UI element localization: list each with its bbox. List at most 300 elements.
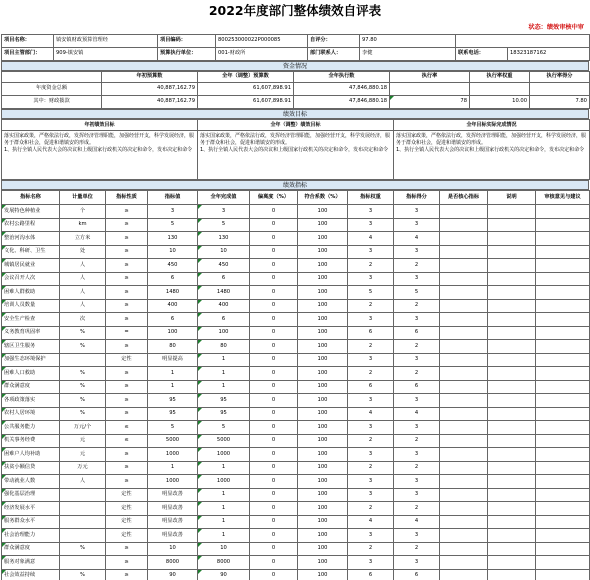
indicator-cell[interactable] — [440, 353, 488, 367]
indicator-cell: 服务对象满意 — [2, 556, 60, 570]
indicator-cell[interactable] — [488, 542, 536, 556]
indicator-cell: 定性 — [106, 488, 148, 502]
indicator-cell[interactable] — [488, 529, 536, 543]
indicator-cell: ≥ — [106, 313, 148, 327]
budget-table — [1, 71, 590, 109]
indicator-cell[interactable] — [536, 259, 590, 273]
indicator-cell[interactable] — [536, 380, 590, 394]
indicator-cell: 100 — [298, 245, 348, 259]
indicator-cell: 辖区卫生服务 — [2, 340, 60, 354]
indicator-cell: 2 — [394, 299, 440, 313]
indicator-cell[interactable] — [440, 313, 488, 327]
budget-cell[interactable]: 61,607,898.91 — [198, 96, 294, 109]
indicator-cell: 3 — [394, 556, 440, 570]
indicator-cell: 10 — [148, 542, 198, 556]
indicator-cell[interactable] — [440, 299, 488, 313]
indicator-row — [2, 448, 590, 462]
indicator-cell: 人 — [60, 286, 106, 300]
indicator-cell: 100 — [298, 353, 348, 367]
indicator-cell[interactable] — [488, 205, 536, 219]
budget-cell[interactable]: 47,846,880.18 — [294, 83, 390, 96]
indicator-cell[interactable] — [440, 502, 488, 516]
budget-header-cell: 年初预算数 — [102, 72, 198, 83]
indicator-cell[interactable]: 10 — [198, 542, 250, 556]
indicator-cell[interactable]: 1 — [198, 529, 250, 543]
indicator-cell: 1480 — [148, 286, 198, 300]
indicator-cell: 5000 — [148, 434, 198, 448]
indicator-cell: ≥ — [106, 299, 148, 313]
indicator-cell[interactable]: 5000 — [198, 434, 250, 448]
indicator-cell[interactable] — [488, 569, 536, 580]
indicator-cell[interactable] — [536, 515, 590, 529]
indicator-cell: 0 — [250, 475, 298, 489]
indicator-header-cell: 计量单位 — [60, 191, 106, 205]
project-code-value[interactable]: 800253000022P000085 — [216, 35, 308, 48]
indicator-cell[interactable] — [536, 448, 590, 462]
indicator-cell[interactable] — [488, 448, 536, 462]
indicator-cell[interactable] — [488, 380, 536, 394]
indicator-cell[interactable]: 400 — [198, 299, 250, 313]
indicator-cell: 2 — [348, 340, 394, 354]
indicator-cell: 机关事务经费 — [2, 434, 60, 448]
phone-label: 联系电话： — [456, 48, 508, 61]
indicator-cell[interactable] — [536, 286, 590, 300]
indicator-cell[interactable]: 5 — [198, 421, 250, 435]
indicator-cell: ≥ — [106, 218, 148, 232]
indicator-cell[interactable]: 1000 — [198, 475, 250, 489]
indicator-row — [2, 326, 590, 340]
indicator-cell: 2 — [348, 434, 394, 448]
indicator-cell[interactable] — [440, 218, 488, 232]
status-label: 状态：绩效审核中审 — [528, 24, 584, 31]
indicator-cell: 100 — [298, 286, 348, 300]
indicator-row — [2, 502, 590, 516]
budget-cell[interactable]: 61,607,898.91 — [198, 83, 294, 96]
indicator-cell[interactable] — [536, 245, 590, 259]
budget-row — [2, 83, 590, 96]
indicator-cell: 100 — [298, 502, 348, 516]
budget-cell[interactable] — [530, 83, 590, 96]
indicator-cell: 0 — [250, 340, 298, 354]
budget-body — [2, 83, 590, 109]
indicator-cell[interactable]: 8000 — [198, 556, 250, 570]
indicator-cell[interactable] — [488, 272, 536, 286]
indicator-cell[interactable] — [536, 394, 590, 408]
indicator-cell: 服务群众水平 — [2, 515, 60, 529]
indicator-cell[interactable] — [488, 326, 536, 340]
indicator-cell[interactable] — [536, 475, 590, 489]
indicator-cell: 发展特色种植业 — [2, 205, 60, 219]
indicator-cell: 城镇居民就业 — [2, 259, 60, 273]
indicator-cell: 0 — [250, 407, 298, 421]
indicator-cell[interactable]: 6 — [198, 313, 250, 327]
indicator-cell: 困难人口救助 — [2, 367, 60, 381]
indicator-cell: 100 — [298, 542, 348, 556]
indicator-cell[interactable] — [440, 421, 488, 435]
indicator-cell: 6 — [148, 272, 198, 286]
budget-cell[interactable]: 10.00 — [470, 96, 530, 109]
indicator-cell: 100 — [298, 475, 348, 489]
indicator-cell[interactable] — [440, 367, 488, 381]
indicator-cell: 100 — [298, 340, 348, 354]
indicator-cell: ≥ — [106, 556, 148, 570]
indicator-cell: 0 — [250, 299, 298, 313]
indicator-row — [2, 488, 590, 502]
indicator-cell[interactable] — [488, 434, 536, 448]
indicator-cell[interactable] — [440, 232, 488, 246]
indicator-cell[interactable] — [488, 286, 536, 300]
indicator-cell[interactable]: 95 — [198, 407, 250, 421]
indicator-cell[interactable] — [536, 232, 590, 246]
indicator-cell[interactable] — [440, 245, 488, 259]
indicator-row — [2, 286, 590, 300]
indicator-cell[interactable] — [488, 259, 536, 273]
indicator-cell[interactable] — [440, 529, 488, 543]
indicator-cell: 3 — [348, 448, 394, 462]
indicator-cell: 0 — [250, 529, 298, 543]
budget-cell[interactable] — [470, 83, 530, 96]
indicator-cell: 0 — [250, 502, 298, 516]
indicator-cell[interactable] — [440, 326, 488, 340]
goal-text-adjusted-p2: 1、执行全镇人民代表大会的决议和上级国家行政机关的决定和命令，发布决定和命令 — [200, 146, 389, 153]
indicator-cell[interactable] — [440, 542, 488, 556]
indicator-cell: 3 — [394, 529, 440, 543]
indicator-cell: 6 — [394, 326, 440, 340]
self-score-value[interactable]: 97.80 — [360, 35, 456, 48]
indicator-cell[interactable] — [488, 475, 536, 489]
indicator-cell[interactable]: 1 — [198, 502, 250, 516]
indicator-cell: 3 — [394, 421, 440, 435]
indicator-cell[interactable] — [440, 259, 488, 273]
indicator-cell[interactable] — [488, 488, 536, 502]
indicator-header-cell: 指标得分 — [394, 191, 440, 205]
indicator-cell[interactable] — [488, 407, 536, 421]
indicator-row — [2, 299, 590, 313]
indicator-cell: 明显提高 — [148, 353, 198, 367]
indicator-cell: ≥ — [106, 272, 148, 286]
indicator-cell: 农村人居环境 — [2, 407, 60, 421]
indicator-cell[interactable]: 1000 — [198, 448, 250, 462]
indicator-cell: 万元/个 — [60, 421, 106, 435]
indicator-cell[interactable] — [440, 461, 488, 475]
indicator-cell: 6 — [348, 569, 394, 580]
indicator-cell[interactable] — [536, 353, 590, 367]
budget-cell[interactable]: 40,887,162.79 — [102, 96, 198, 109]
indicator-cell: 立方米 — [60, 232, 106, 246]
indicator-cell: ≥ — [106, 542, 148, 556]
indicator-cell: 3 — [348, 421, 394, 435]
indicator-cell: 100 — [298, 218, 348, 232]
indicator-cell[interactable] — [488, 421, 536, 435]
indicator-cell: 100 — [298, 299, 348, 313]
indicator-cell: 2 — [348, 259, 394, 273]
indicator-cell[interactable] — [488, 461, 536, 475]
indicator-cell: 0 — [250, 380, 298, 394]
goal-text-actual[interactable] — [394, 131, 590, 180]
indicator-row — [2, 340, 590, 354]
section-indicators: 绩效指标 — [1, 180, 589, 190]
indicator-cell: 元 — [60, 448, 106, 462]
indicator-row — [2, 529, 590, 543]
indicator-cell[interactable] — [536, 299, 590, 313]
indicator-cell: 3 — [348, 205, 394, 219]
section-funds: 资金情况 — [1, 61, 589, 71]
indicator-cell[interactable] — [488, 353, 536, 367]
indicator-cell[interactable] — [536, 488, 590, 502]
indicator-cell[interactable] — [440, 556, 488, 570]
indicator-cell[interactable]: 1 — [198, 461, 250, 475]
goal-text-initial[interactable] — [2, 131, 198, 180]
indicator-cell: 3 — [348, 245, 394, 259]
indicator-cell: 2 — [394, 367, 440, 381]
indicator-cell: 2 — [394, 502, 440, 516]
indicator-cell[interactable] — [440, 569, 488, 580]
goal-text-adjusted[interactable] — [198, 131, 394, 180]
indicator-cell[interactable] — [488, 367, 536, 381]
project-name-value[interactable]: 镇安镇财政预算管理经 — [54, 35, 158, 48]
indicator-cell[interactable] — [536, 461, 590, 475]
indicator-header-cell: 全年完成值 — [198, 191, 250, 205]
indicator-cell[interactable] — [536, 340, 590, 354]
goals-table — [1, 119, 590, 180]
budget-cell[interactable]: 47,846,880.18 — [294, 96, 390, 109]
indicator-cell: 万元 — [60, 461, 106, 475]
indicator-cell[interactable] — [440, 407, 488, 421]
indicator-cell[interactable] — [488, 556, 536, 570]
indicator-cell[interactable] — [440, 286, 488, 300]
budget-cell[interactable]: 7.80 — [530, 96, 590, 109]
indicator-cell[interactable]: 80 — [198, 340, 250, 354]
indicator-cell[interactable] — [536, 407, 590, 421]
indicator-cell[interactable] — [440, 380, 488, 394]
indicator-cell[interactable] — [536, 313, 590, 327]
indicator-header-cell: 符合系数（%） — [298, 191, 348, 205]
indicator-header-cell: 审核意见与建议 — [536, 191, 590, 205]
project-name-label: 项目名称： — [2, 35, 54, 48]
indicator-cell[interactable] — [536, 205, 590, 219]
indicator-cell: 3 — [394, 272, 440, 286]
indicator-cell: 6 — [348, 380, 394, 394]
indicator-cell: 群众满意度 — [2, 542, 60, 556]
indicator-cell: 1 — [148, 461, 198, 475]
indicator-cell: 培训人员数量 — [2, 299, 60, 313]
indicator-cell: % — [60, 326, 106, 340]
indicator-cell[interactable] — [488, 515, 536, 529]
goal-text-adjusted-p1: 落实国家政策，严格依法行政，发挥经济管理职能，加强经营开支，科学发展经济，服务于群众和社会，促进和谐镇安的形成。 — [200, 133, 391, 146]
indicator-cell: 100 — [298, 515, 348, 529]
indicator-cell[interactable]: 90 — [198, 569, 250, 580]
indicator-cell: 0 — [250, 394, 298, 408]
indicator-cell: ≥ — [106, 380, 148, 394]
indicator-cell: 100 — [298, 326, 348, 340]
indicator-cell[interactable]: 1 — [198, 488, 250, 502]
indicator-cell: 3 — [348, 218, 394, 232]
indicator-cell[interactable] — [536, 569, 590, 580]
indicator-cell: 6 — [394, 569, 440, 580]
indicator-cell: 90 — [148, 569, 198, 580]
indicator-cell: 2 — [348, 542, 394, 556]
budget-header-cell: 全年（调整）预算数 — [198, 72, 294, 83]
indicator-cell[interactable] — [440, 394, 488, 408]
indicator-cell: 整治河沟水体 — [2, 232, 60, 246]
indicator-cell: 3 — [394, 218, 440, 232]
indicator-cell[interactable] — [488, 299, 536, 313]
indicator-cell[interactable] — [536, 421, 590, 435]
indicator-cell: 1000 — [148, 448, 198, 462]
indicator-cell: 3 — [348, 353, 394, 367]
indicator-cell[interactable]: 1 — [198, 353, 250, 367]
indicator-cell[interactable] — [440, 340, 488, 354]
project-info-table — [1, 34, 590, 61]
page-title: 2022年度部门整体绩效自评表 — [208, 3, 382, 18]
indicator-cell[interactable] — [536, 367, 590, 381]
indicator-cell[interactable] — [440, 475, 488, 489]
indicator-cell[interactable] — [440, 448, 488, 462]
indicator-cell: 0 — [250, 421, 298, 435]
indicator-cell[interactable] — [536, 272, 590, 286]
indicator-cell: 0 — [250, 245, 298, 259]
indicator-cell[interactable]: 100 — [198, 326, 250, 340]
indicator-cell[interactable]: 130 — [198, 232, 250, 246]
dept-value[interactable]: 909-镇安镇 — [54, 48, 158, 61]
indicator-header-cell: 指标性质 — [106, 191, 148, 205]
indicator-cell[interactable] — [488, 340, 536, 354]
indicator-cell[interactable] — [440, 434, 488, 448]
indicator-cell: 群众满意度 — [2, 380, 60, 394]
leader-label: 部门联系人： — [308, 48, 360, 61]
indicator-cell[interactable]: 450 — [198, 259, 250, 273]
info-row-1 — [2, 35, 590, 48]
indicator-cell: 6 — [394, 380, 440, 394]
indicator-cell[interactable] — [488, 313, 536, 327]
indicator-cell: 2 — [348, 461, 394, 475]
indicator-cell: 100 — [298, 313, 348, 327]
indicator-cell[interactable]: 95 — [198, 394, 250, 408]
indicator-cell[interactable]: 5 — [198, 218, 250, 232]
indicator-cell: 6 — [148, 313, 198, 327]
budget-header-cell: 全年执行数 — [294, 72, 390, 83]
indicator-cell: 0 — [250, 542, 298, 556]
budget-cell[interactable]: 40,887,162.79 — [102, 83, 198, 96]
indicator-cell: 3 — [394, 488, 440, 502]
indicator-cell[interactable] — [536, 326, 590, 340]
indicator-cell[interactable] — [536, 529, 590, 543]
indicator-cell[interactable]: 10 — [198, 245, 250, 259]
budget-cell: 年度资金总额 — [2, 83, 102, 96]
indicator-row — [2, 569, 590, 580]
indicator-cell: 100 — [298, 556, 348, 570]
budget-header-cell: 执行率权重 — [470, 72, 530, 83]
budget-cell[interactable] — [390, 83, 470, 96]
indicator-cell[interactable] — [488, 394, 536, 408]
indicator-cell: 6 — [348, 326, 394, 340]
indicator-cell: ≥ — [106, 232, 148, 246]
indicator-header-cell: 是否核心指标 — [440, 191, 488, 205]
indicator-cell[interactable] — [536, 542, 590, 556]
indicator-cell: = — [106, 326, 148, 340]
indicator-cell: 3 — [348, 394, 394, 408]
indicator-cell: 95 — [148, 394, 198, 408]
indicator-cell: 5 — [148, 218, 198, 232]
indicator-cell[interactable] — [440, 488, 488, 502]
indicator-cell[interactable] — [488, 502, 536, 516]
indicator-cell: 0 — [250, 367, 298, 381]
indicator-cell[interactable]: 6 — [198, 272, 250, 286]
indicator-cell: 明显改善 — [148, 515, 198, 529]
indicator-cell: 10 — [148, 245, 198, 259]
indicator-cell: 社会效益持续 — [2, 569, 60, 580]
indicator-cell: % — [60, 542, 106, 556]
indicator-cell[interactable] — [440, 205, 488, 219]
indicator-cell: % — [60, 394, 106, 408]
indicator-row — [2, 218, 590, 232]
dept-label: 项目主管部门： — [2, 48, 54, 61]
indicator-cell: 0 — [250, 448, 298, 462]
unit-value[interactable]: 001-财政所 — [216, 48, 308, 61]
indicator-cell: 3 — [348, 313, 394, 327]
indicator-cell: 0 — [250, 326, 298, 340]
indicator-cell[interactable] — [488, 218, 536, 232]
project-code-label: 项目编码： — [158, 35, 216, 48]
indicator-cell: 困难人群救助 — [2, 286, 60, 300]
indicator-cell: 4 — [348, 515, 394, 529]
indicators-header-row — [2, 191, 590, 205]
indicator-header-cell: 偏离度（%） — [250, 191, 298, 205]
indicator-cell — [60, 502, 106, 516]
indicator-cell[interactable]: 1 — [198, 380, 250, 394]
indicator-cell[interactable] — [440, 272, 488, 286]
budget-cell[interactable]: 78 — [390, 96, 470, 109]
indicator-cell: 定性 — [106, 502, 148, 516]
indicator-cell: 100 — [298, 380, 348, 394]
indicator-cell: 100 — [298, 407, 348, 421]
indicator-cell: 经济发展水平 — [2, 502, 60, 516]
indicator-cell[interactable]: 1480 — [198, 286, 250, 300]
indicator-cell[interactable] — [488, 245, 536, 259]
indicator-cell[interactable] — [536, 502, 590, 516]
indicator-cell: 100 — [298, 272, 348, 286]
indicator-cell[interactable] — [488, 232, 536, 246]
indicator-cell[interactable]: 1 — [198, 515, 250, 529]
indicator-cell: % — [60, 407, 106, 421]
indicator-cell[interactable] — [440, 515, 488, 529]
indicator-cell — [60, 353, 106, 367]
indicator-cell: 100 — [298, 461, 348, 475]
indicator-row — [2, 259, 590, 273]
indicator-cell: ≥ — [106, 367, 148, 381]
indicator-cell[interactable]: 1 — [198, 367, 250, 381]
indicator-cell: 3 — [348, 272, 394, 286]
goal-text-initial-p1: 落实国家政策，严格依法行政，发挥经济管理职能，加强经营开支，科学发展经济，服务于群众和社会，促进和谐镇安的形成。 — [4, 133, 195, 146]
indicator-row — [2, 461, 590, 475]
indicator-cell[interactable] — [536, 434, 590, 448]
indicator-cell: ≥ — [106, 245, 148, 259]
indicator-cell: 100 — [298, 569, 348, 580]
indicator-cell: 100 — [148, 326, 198, 340]
self-score-label: 自评分： — [308, 35, 360, 48]
indicator-cell[interactable] — [536, 556, 590, 570]
indicator-cell: 3 — [348, 529, 394, 543]
phone-value[interactable]: 18323187162 — [508, 48, 590, 61]
leader-value[interactable]: 李健 — [360, 48, 456, 61]
indicator-cell[interactable] — [536, 218, 590, 232]
indicator-cell: km — [60, 218, 106, 232]
indicator-cell[interactable]: 3 — [198, 205, 250, 219]
indicator-cell: 5 — [394, 286, 440, 300]
indicator-cell: 100 — [298, 421, 348, 435]
indicator-cell: 人 — [60, 475, 106, 489]
indicator-cell: 100 — [298, 434, 348, 448]
